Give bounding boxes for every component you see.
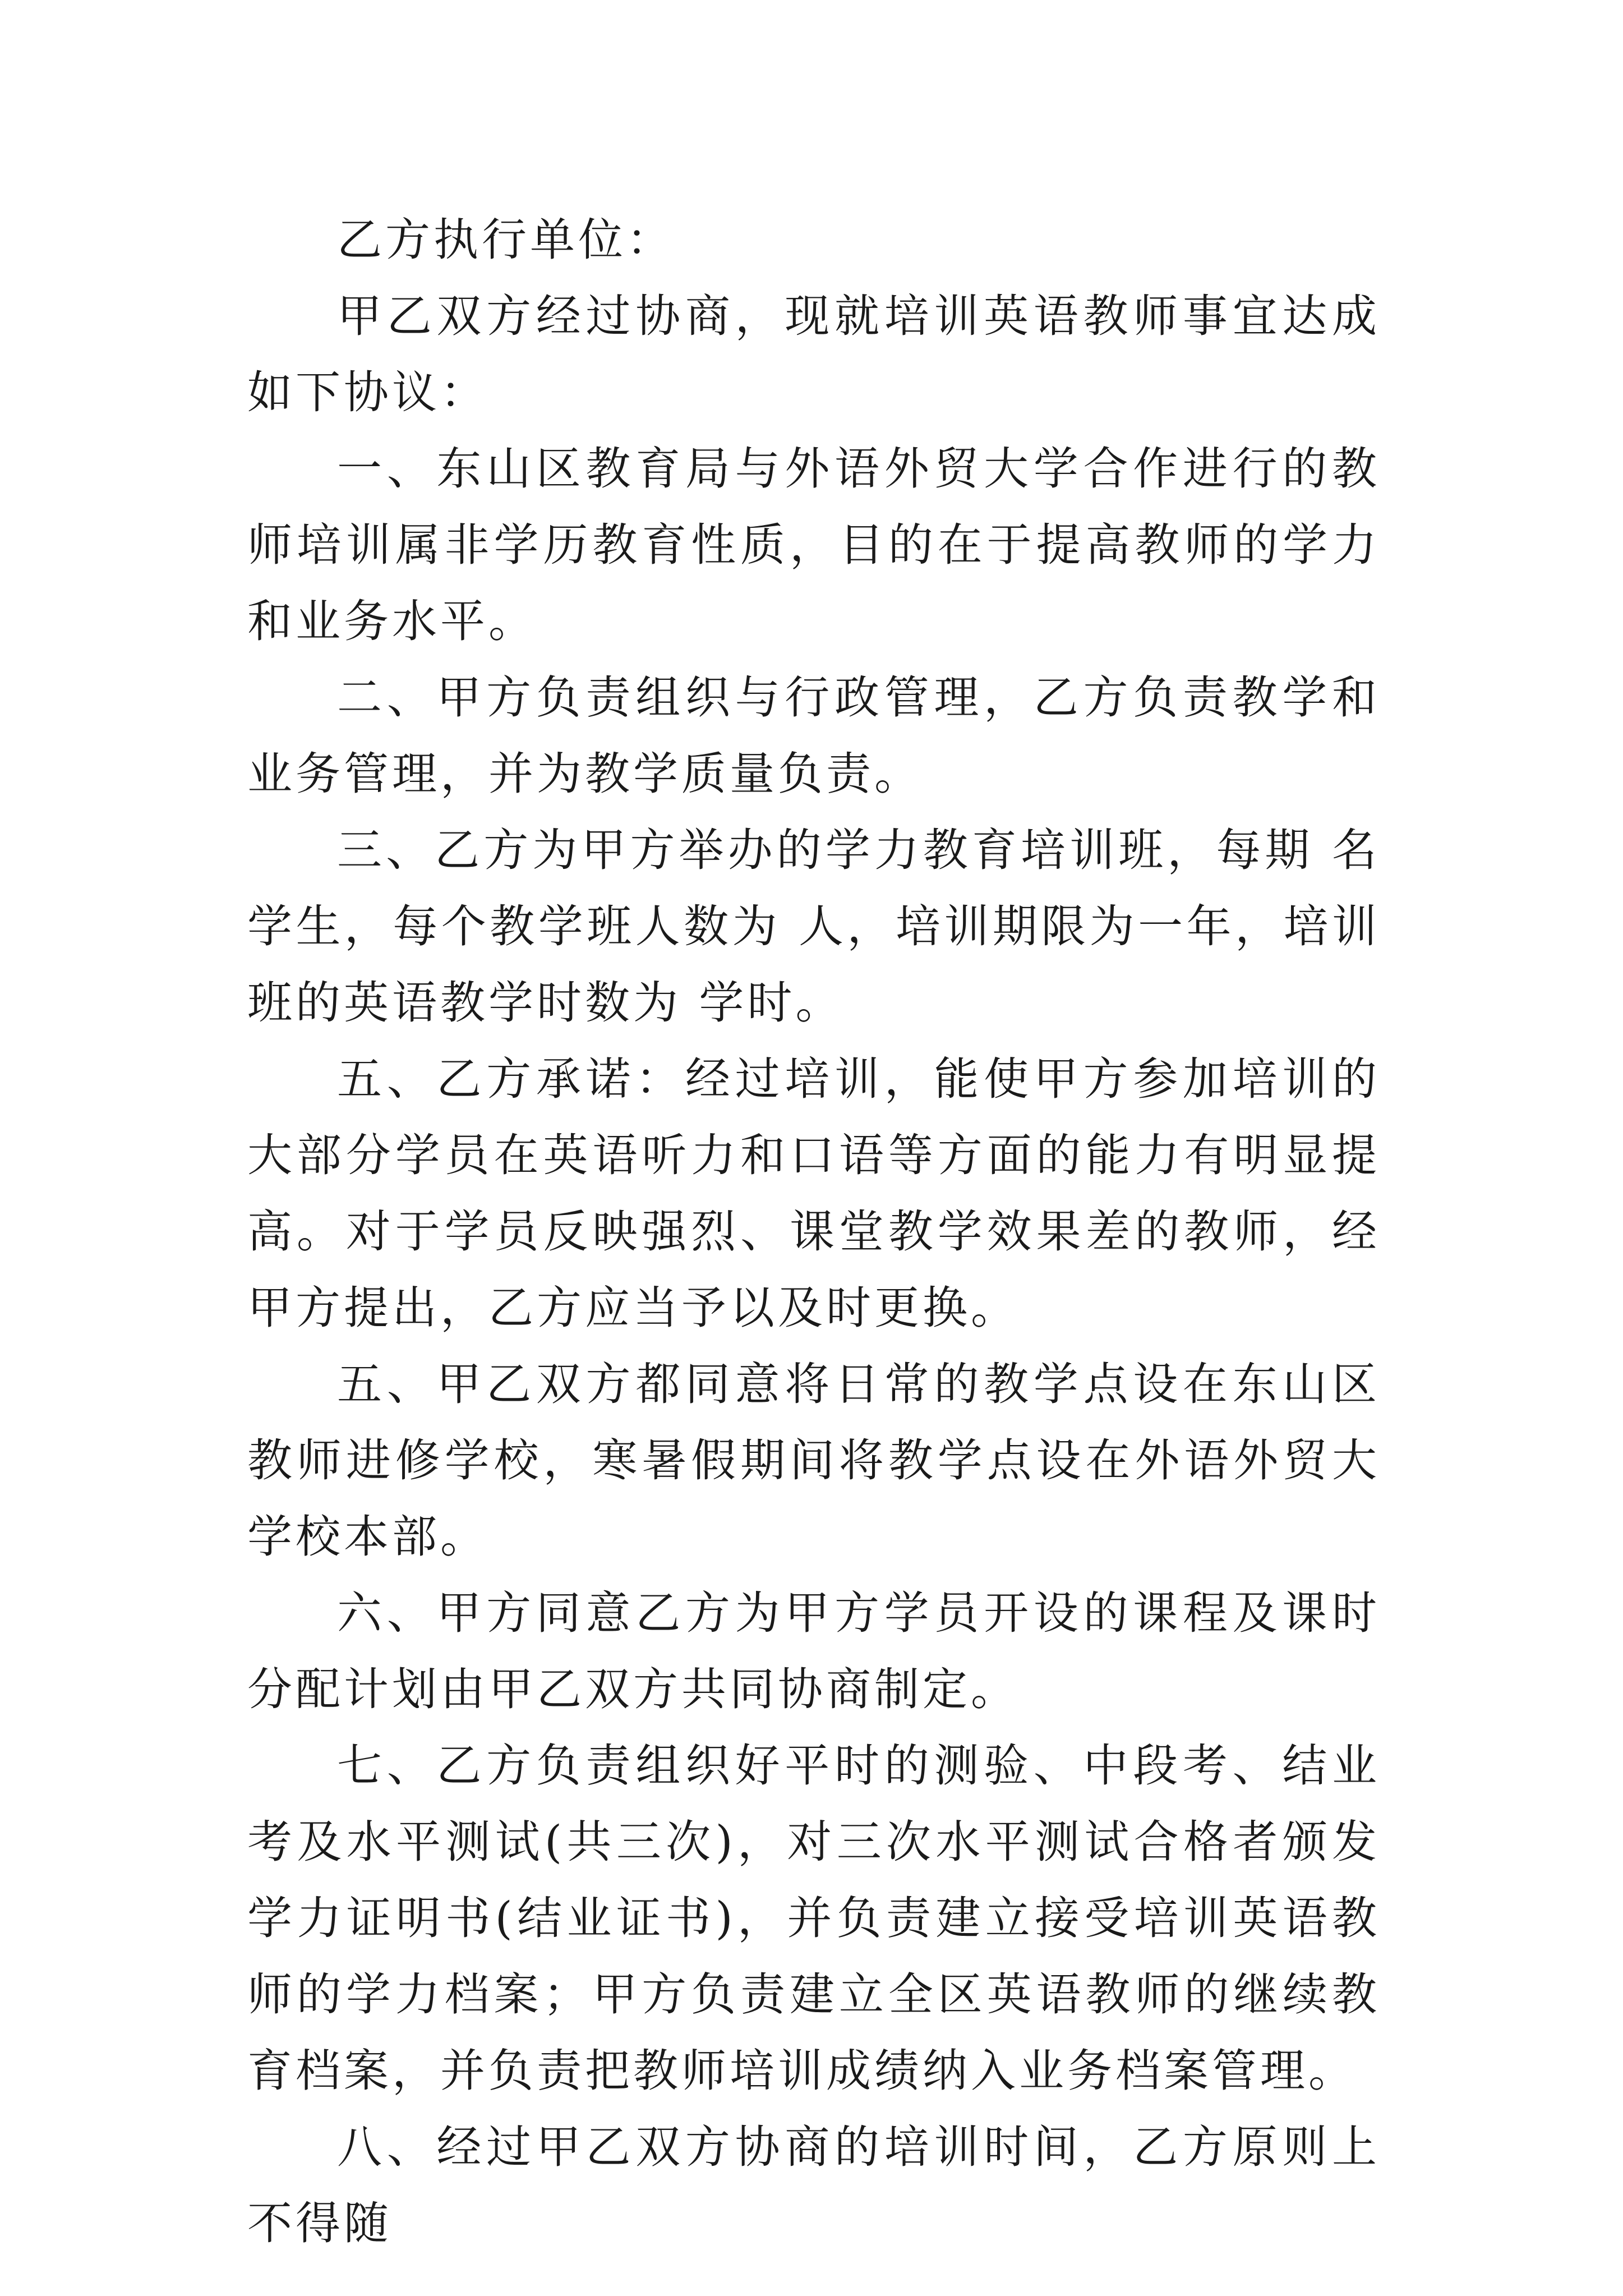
paragraph-preamble: 甲乙双方经过协商，现就培训英语教师事宜达成如下协议： — [247, 290, 1380, 418]
paragraph-clause-5a: 五、乙方承诺：经过培训，能使甲方参加培训的大部分学员在英语听力和口语等方面的能力有明显提高。对于学员反映强烈、课堂教学效果差的教师，经甲方提出，乙方应当予以及时更换。 — [247, 1053, 1380, 1334]
paragraph-clause-8: 八、经过甲乙双方协商的培训时间，乙方原则上不得随 — [247, 2121, 1380, 2249]
paragraph-party-b-unit: 乙方执行单位： — [337, 214, 675, 266]
paragraph-clause-5b: 五、甲乙双方都同意将日常的教学点设在东山区教师进修学校，寒暑假期间将教学点设在外语外贸大学校本部。 — [247, 1358, 1380, 1563]
paragraph-clause-6: 六、甲方同意乙方为甲方学员开设的课程及课时分配计划由甲乙双方共同协商制定。 — [247, 1587, 1380, 1715]
paragraph-clause-2: 二、甲方负责组织与行政管理，乙方负责教学和业务管理，并为教学质量负责。 — [247, 671, 1380, 800]
paragraph-clause-1: 一、东山区教育局与外语外贸大学合作进行的教师培训属非学历教育性质，目的在于提高教师的学力和业务水平。 — [247, 443, 1380, 647]
paragraph-clause-7: 七、乙方负责组织好平时的测验、中段考、结业考及水平测试(共三次)，对三次水平测试合格者颁发学力证明书(结业证书)，并负责建立接受培训英语教师的学力档案；甲方负责建立全区英语教师的继续教育档案，并负责把教师培训成绩纳入业务档案管理。 — [247, 1740, 1380, 2097]
paragraph-clause-3: 三、乙方为甲方举办的学力教育培训班，每期 名学生，每个教学班人数为 人，培训期限为一年，培训班的英语教学时数为 学时。 — [247, 824, 1380, 1029]
document-body — [247, 202, 1380, 2262]
